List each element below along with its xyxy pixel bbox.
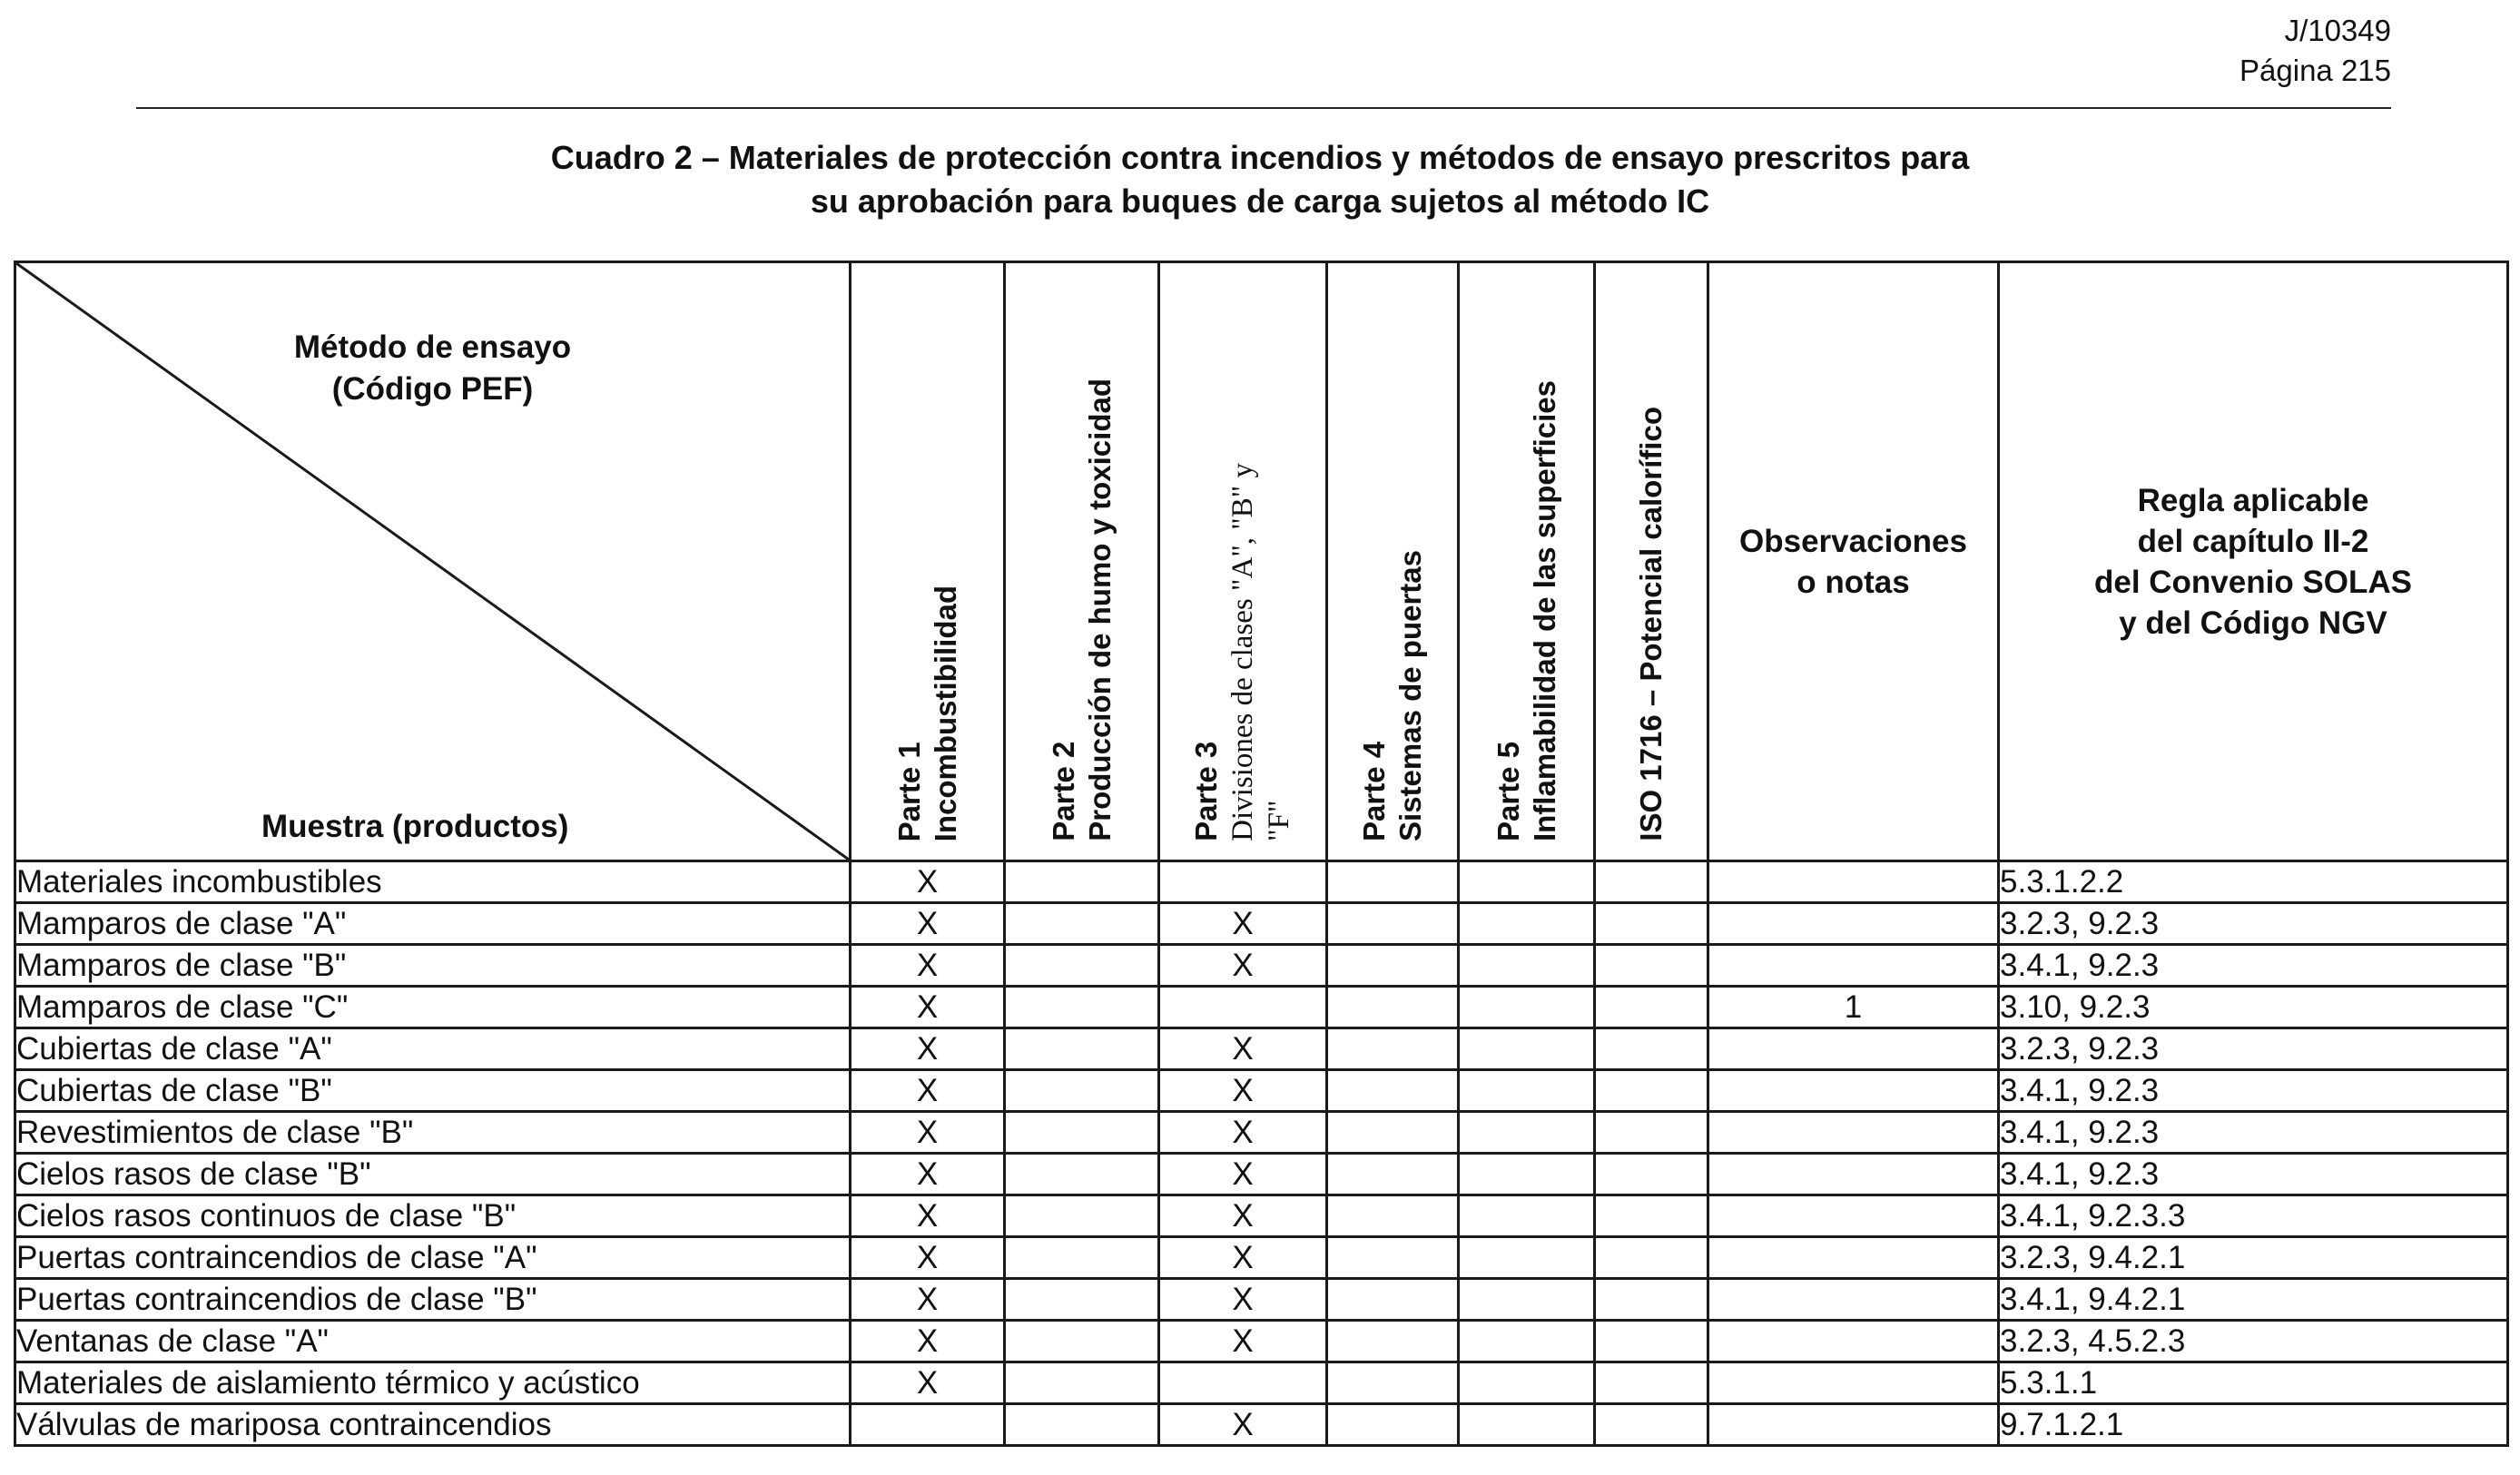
- part-2-cell: [1005, 1321, 1159, 1362]
- observations-cell: [1708, 1112, 1999, 1154]
- part-3-cell: X: [1159, 1404, 1327, 1446]
- part-4-cell: [1327, 1070, 1459, 1112]
- observations-cell: [1708, 903, 1999, 945]
- column-header-part-2: [1005, 262, 1159, 861]
- test-method-heading-line-2: (Código PEF): [331, 371, 534, 407]
- table-row: [15, 1112, 2508, 1154]
- table-row: [15, 1404, 2508, 1446]
- observations-cell: [1708, 1070, 1999, 1112]
- part-3-cell: X: [1159, 903, 1327, 945]
- observations-cell: [1708, 1237, 1999, 1279]
- table-row: [15, 1279, 2508, 1321]
- part-4-cell: [1327, 1237, 1459, 1279]
- part-5-cell: [1459, 1195, 1595, 1237]
- part-2-cell: [1005, 1279, 1159, 1321]
- part-5-cell: [1459, 1070, 1595, 1112]
- part-3-cell: [1159, 987, 1327, 1028]
- part-4-cell: [1327, 945, 1459, 987]
- observations-cell: [1708, 1362, 1999, 1404]
- applicable-rule-cell: 3.4.1, 9.2.3: [1999, 1070, 2508, 1112]
- column-header-part-3-text: [1188, 463, 1297, 841]
- part-1-cell: X: [851, 903, 1005, 945]
- part-3-cell: X: [1159, 1321, 1327, 1362]
- part-1-name: Incombustibilidad: [928, 585, 962, 841]
- sample-label: Cielos rasos continuos de clase "B": [15, 1195, 851, 1237]
- sample-label: Cubiertas de clase "A": [15, 1028, 851, 1070]
- table-title-line-1: Cuadro 2 – Materiales de protección contra incendios y métodos de ensayo prescritos para: [550, 139, 1970, 176]
- column-header-part-5: [1459, 262, 1595, 861]
- applicable-rule-cell: 3.2.3, 9.2.3: [1999, 1028, 2508, 1070]
- part-5-cell: [1459, 1404, 1595, 1446]
- rule-heading-line-2: del capítulo II-2: [2137, 523, 2369, 559]
- part-5-name: Inflamabilidad de las superficies: [1527, 379, 1561, 841]
- part-5-cell: [1459, 903, 1595, 945]
- sample-label: Puertas contraincendios de clase "A": [15, 1237, 851, 1279]
- column-header-part-5-text: [1491, 380, 1563, 841]
- iso-1716-cell: [1595, 1154, 1708, 1195]
- test-method-heading: [16, 327, 849, 410]
- applicable-rule-cell: 5.3.1.1: [1999, 1362, 2508, 1404]
- part-4-cell: [1327, 1362, 1459, 1404]
- table-row: [15, 1195, 2508, 1237]
- column-header-applicable-rule: [1999, 262, 2508, 861]
- table-row: [15, 1321, 2508, 1362]
- document-reference: [2239, 11, 2391, 91]
- table-row: [15, 903, 2508, 945]
- applicable-rule-cell: 3.4.1, 9.4.2.1: [1999, 1279, 2508, 1321]
- part-4-cell: [1327, 1279, 1459, 1321]
- applicable-rule-cell: 3.10, 9.2.3: [1999, 987, 2508, 1028]
- table-title-line-2: su aprobación para buques de carga sujetos al método IC: [810, 182, 1710, 220]
- part-2-name: Producción de humo y toxicidad: [1082, 379, 1117, 841]
- iso-1716-cell: [1595, 1321, 1708, 1362]
- part-5-cell: [1459, 987, 1595, 1028]
- part-3-cell: X: [1159, 1028, 1327, 1070]
- iso-1716-name: ISO 1716 – Potencial calorífico: [1634, 407, 1668, 841]
- part-2-cell: [1005, 1404, 1159, 1446]
- part-1-cell: X: [851, 1321, 1005, 1362]
- column-header-part-4-text: [1356, 550, 1429, 841]
- part-5-cell: [1459, 1028, 1595, 1070]
- part-1-cell: X: [851, 1362, 1005, 1404]
- table-row: [15, 1154, 2508, 1195]
- part-5-cell: [1459, 861, 1595, 903]
- rule-heading-line-4: y del Código NGV: [2119, 605, 2387, 641]
- part-1-cell: X: [851, 1154, 1005, 1195]
- part-5-cell: [1459, 1321, 1595, 1362]
- applicable-rule-cell: 3.2.3, 9.4.2.1: [1999, 1237, 2508, 1279]
- column-header-iso-1716-text: [1633, 407, 1669, 841]
- table-title: [0, 136, 2520, 223]
- column-header-observations: [1708, 262, 1999, 861]
- rule-heading-line-3: del Convenio SOLAS: [2093, 564, 2413, 600]
- observations-cell: [1708, 861, 1999, 903]
- part-1-cell: X: [851, 861, 1005, 903]
- observations-cell: [1708, 1195, 1999, 1237]
- part-3-label: Parte 3: [1189, 741, 1223, 841]
- part-4-cell: [1327, 987, 1459, 1028]
- table-row: [15, 945, 2508, 987]
- applicable-rule-cell: 5.3.1.2.2: [1999, 861, 2508, 903]
- part-1-cell: X: [851, 945, 1005, 987]
- iso-1716-cell: [1595, 1070, 1708, 1112]
- part-2-cell: [1005, 861, 1159, 903]
- sample-label: Puertas contraincendios de clase "B": [15, 1279, 851, 1321]
- applicable-rule-cell: 3.2.3, 9.2.3: [1999, 903, 2508, 945]
- part-2-cell: [1005, 1154, 1159, 1195]
- iso-1716-cell: [1595, 1279, 1708, 1321]
- sample-label: Ventanas de clase "A": [15, 1321, 851, 1362]
- part-2-cell: [1005, 1362, 1159, 1404]
- part-3-name-line-1: Divisiones de clases "A", "B" y: [1226, 463, 1259, 841]
- table-row: [15, 1028, 2508, 1070]
- part-5-cell: [1459, 1237, 1595, 1279]
- part-3-name-line-2: "F": [1263, 800, 1295, 841]
- part-5-cell: [1459, 1279, 1595, 1321]
- column-header-part-1: [851, 262, 1005, 861]
- part-2-label: Parte 2: [1046, 741, 1080, 841]
- test-method-heading-line-1: Método de ensayo: [293, 329, 572, 365]
- iso-1716-cell: [1595, 1404, 1708, 1446]
- document-number: J/10349: [2284, 14, 2391, 47]
- part-5-cell: [1459, 1154, 1595, 1195]
- iso-1716-cell: [1595, 1112, 1708, 1154]
- table-row: [15, 1237, 2508, 1279]
- iso-1716-cell: [1595, 861, 1708, 903]
- part-2-cell: [1005, 903, 1159, 945]
- sample-label: Cielos rasos de clase "B": [15, 1154, 851, 1195]
- part-4-cell: [1327, 1195, 1459, 1237]
- part-1-cell: X: [851, 1028, 1005, 1070]
- observations-heading-line-1: Observaciones: [1739, 523, 1967, 559]
- observations-cell: 1: [1708, 987, 1999, 1028]
- iso-1716-cell: [1595, 1362, 1708, 1404]
- sample-label: Cubiertas de clase "B": [15, 1070, 851, 1112]
- sample-label: Materiales incombustibles: [15, 861, 851, 903]
- header-rule: [136, 107, 2391, 109]
- column-header-part-3: [1159, 262, 1327, 861]
- test-methods-table: [14, 261, 2509, 1447]
- sample-heading: Muestra (productos): [261, 809, 569, 844]
- part-4-cell: [1327, 1404, 1459, 1446]
- column-header-part-2-text: [1046, 379, 1118, 841]
- table-row: [15, 987, 2508, 1028]
- table-header-row: [15, 262, 2508, 861]
- applicable-rule-cell: 9.7.1.2.1: [1999, 1404, 2508, 1446]
- part-1-label: Parte 1: [891, 741, 926, 841]
- part-5-cell: [1459, 1362, 1595, 1404]
- part-1-cell: X: [851, 1112, 1005, 1154]
- part-4-cell: [1327, 903, 1459, 945]
- table-body: [15, 262, 2508, 1446]
- part-4-name: Sistemas de puertas: [1393, 550, 1427, 841]
- part-1-cell: X: [851, 1279, 1005, 1321]
- observations-cell: [1708, 1028, 1999, 1070]
- applicable-rule-cell: 3.2.3, 4.5.2.3: [1999, 1321, 2508, 1362]
- part-3-cell: X: [1159, 1279, 1327, 1321]
- sample-label: Válvulas de mariposa contraincendios: [15, 1404, 851, 1446]
- page-number: Página 215: [2239, 54, 2391, 87]
- part-2-cell: [1005, 1237, 1159, 1279]
- part-2-cell: [1005, 987, 1159, 1028]
- column-header-part-4: [1327, 262, 1459, 861]
- part-5-cell: [1459, 945, 1595, 987]
- sample-label: Revestimientos de clase "B": [15, 1112, 851, 1154]
- part-2-cell: [1005, 1070, 1159, 1112]
- part-5-cell: [1459, 1112, 1595, 1154]
- part-4-cell: [1327, 1321, 1459, 1362]
- observations-cell: [1708, 1404, 1999, 1446]
- observations-cell: [1708, 1321, 1999, 1362]
- part-3-cell: X: [1159, 1237, 1327, 1279]
- observations-cell: [1708, 1154, 1999, 1195]
- applicable-rule-cell: 3.4.1, 9.2.3: [1999, 945, 2508, 987]
- part-3-cell: X: [1159, 1112, 1327, 1154]
- sample-label: Mamparos de clase "A": [15, 903, 851, 945]
- column-header-part-1-text: [891, 585, 964, 841]
- applicable-rule-cell: 3.4.1, 9.2.3: [1999, 1154, 2508, 1195]
- part-3-cell: X: [1159, 1195, 1327, 1237]
- part-1-cell: X: [851, 987, 1005, 1028]
- part-1-cell: X: [851, 1195, 1005, 1237]
- part-5-label: Parte 5: [1491, 741, 1525, 841]
- part-4-cell: [1327, 1112, 1459, 1154]
- part-4-cell: [1327, 1028, 1459, 1070]
- part-2-cell: [1005, 1028, 1159, 1070]
- table-row: [15, 1362, 2508, 1404]
- part-4-label: Parte 4: [1357, 741, 1391, 841]
- applicable-rule-cell: 3.4.1, 9.2.3: [1999, 1112, 2508, 1154]
- part-4-cell: [1327, 861, 1459, 903]
- part-1-cell: X: [851, 1237, 1005, 1279]
- iso-1716-cell: [1595, 1028, 1708, 1070]
- sample-label: Materiales de aislamiento térmico y acústico: [15, 1362, 851, 1404]
- observations-cell: [1708, 945, 1999, 987]
- part-3-cell: X: [1159, 1154, 1327, 1195]
- table-row: [15, 1070, 2508, 1112]
- table-row: [15, 861, 2508, 903]
- part-2-cell: [1005, 1195, 1159, 1237]
- iso-1716-cell: [1595, 1195, 1708, 1237]
- corner-header-cell: [15, 262, 851, 861]
- observations-cell: [1708, 1279, 1999, 1321]
- part-3-cell: [1159, 1362, 1327, 1404]
- observations-heading-line-2: o notas: [1796, 564, 1910, 600]
- part-2-cell: [1005, 945, 1159, 987]
- part-2-cell: [1005, 1112, 1159, 1154]
- iso-1716-cell: [1595, 903, 1708, 945]
- part-3-cell: [1159, 861, 1327, 903]
- part-3-cell: X: [1159, 945, 1327, 987]
- iso-1716-cell: [1595, 987, 1708, 1028]
- iso-1716-cell: [1595, 945, 1708, 987]
- rule-heading-line-1: Regla aplicable: [2137, 482, 2369, 518]
- part-1-cell: [851, 1404, 1005, 1446]
- column-header-iso-1716: [1595, 262, 1708, 861]
- applicable-rule-cell: 3.4.1, 9.2.3.3: [1999, 1195, 2508, 1237]
- sample-label: Mamparos de clase "C": [15, 987, 851, 1028]
- iso-1716-cell: [1595, 1237, 1708, 1279]
- sample-label: Mamparos de clase "B": [15, 945, 851, 987]
- part-4-cell: [1327, 1154, 1459, 1195]
- part-3-cell: X: [1159, 1070, 1327, 1112]
- part-1-cell: X: [851, 1070, 1005, 1112]
